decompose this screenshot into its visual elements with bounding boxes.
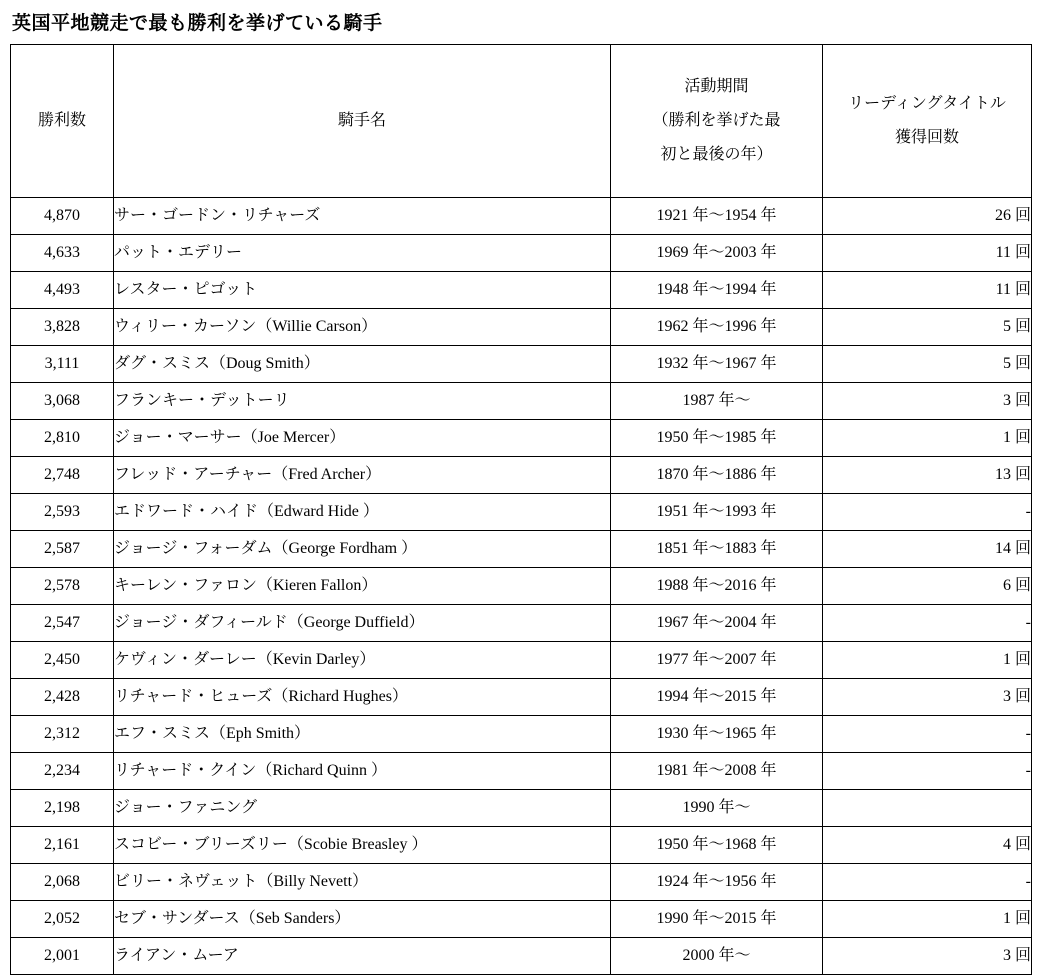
cell-jockey-name: ダグ・スミス（Doug Smith） [114,346,611,383]
cell-jockey-name: ジョー・ファニング [114,790,611,827]
cell-wins: 3,828 [11,309,114,346]
table-body [11,198,1032,975]
cell-jockey-name: セブ・サンダース（Seb Sanders） [114,901,611,938]
cell-wins: 3,068 [11,383,114,420]
column-header-period-line3: 初と最後の年） [660,146,773,163]
cell-leading-titles: 11 回 [823,235,1032,272]
column-header-period [611,45,823,198]
table-row [11,605,1032,642]
table-row [11,790,1032,827]
cell-active-period: 1977 年〜2007 年 [611,642,823,679]
cell-leading-titles: 5 回 [823,309,1032,346]
table-row [11,420,1032,457]
cell-active-period: 1988 年〜2016 年 [611,568,823,605]
cell-wins: 2,578 [11,568,114,605]
cell-jockey-name: ジョー・マーサー（Joe Mercer） [114,420,611,457]
cell-wins: 2,593 [11,494,114,531]
cell-wins: 2,587 [11,531,114,568]
cell-jockey-name: ライアン・ムーア [114,938,611,975]
table-row [11,642,1032,679]
cell-wins: 2,068 [11,864,114,901]
cell-leading-titles: 5 回 [823,346,1032,383]
cell-active-period: 1990 年〜2015 年 [611,901,823,938]
cell-leading-titles: - [823,716,1032,753]
table-row [11,457,1032,494]
cell-active-period: 2000 年〜 [611,938,823,975]
cell-leading-titles: - [823,605,1032,642]
cell-jockey-name: フレッド・アーチャー（Fred Archer） [114,457,611,494]
cell-active-period: 1930 年〜1965 年 [611,716,823,753]
cell-leading-titles: 11 回 [823,272,1032,309]
table-row [11,753,1032,790]
page-title: 英国平地競走で最も勝利を挙げている騎手 [12,13,383,34]
cell-leading-titles: 14 回 [823,531,1032,568]
cell-wins: 2,450 [11,642,114,679]
cell-jockey-name: サー・ゴードン・リチャーズ [114,198,611,235]
cell-wins: 2,161 [11,827,114,864]
cell-wins: 3,111 [11,346,114,383]
cell-jockey-name: パット・エデリー [114,235,611,272]
cell-wins: 2,810 [11,420,114,457]
cell-active-period: 1981 年〜2008 年 [611,753,823,790]
cell-leading-titles: 3 回 [823,679,1032,716]
cell-leading-titles: 1 回 [823,642,1032,679]
cell-leading-titles: 13 回 [823,457,1032,494]
cell-wins: 4,633 [11,235,114,272]
cell-wins: 2,428 [11,679,114,716]
cell-leading-titles: - [823,864,1032,901]
cell-wins: 2,748 [11,457,114,494]
cell-active-period: 1948 年〜1994 年 [611,272,823,309]
cell-wins: 2,001 [11,938,114,975]
table-row [11,901,1032,938]
table-row [11,531,1032,568]
cell-jockey-name: キーレン・ファロン（Kieren Fallon） [114,568,611,605]
table-header-row [11,45,1032,198]
cell-jockey-name: ジョージ・フォーダム（George Fordham ） [114,531,611,568]
cell-leading-titles: 3 回 [823,938,1032,975]
cell-jockey-name: ジョージ・ダフィールド（George Duffield） [114,605,611,642]
cell-jockey-name: レスター・ピゴット [114,272,611,309]
cell-active-period: 1967 年〜2004 年 [611,605,823,642]
cell-active-period: 1962 年〜1996 年 [611,309,823,346]
cell-wins: 2,052 [11,901,114,938]
cell-leading-titles: 6 回 [823,568,1032,605]
table-row [11,568,1032,605]
column-header-period-line1: 活動期間 [684,78,749,95]
cell-active-period: 1870 年〜1886 年 [611,457,823,494]
cell-leading-titles: 1 回 [823,901,1032,938]
table-row [11,827,1032,864]
cell-jockey-name: フランキー・デットーリ [114,383,611,420]
column-header-period-line2: （勝利を挙げた最 [652,112,781,129]
cell-jockey-name: ビリー・ネヴェット（Billy Nevett） [114,864,611,901]
cell-wins: 2,198 [11,790,114,827]
cell-jockey-name: ウィリー・カーソン（Willie Carson） [114,309,611,346]
table-row [11,864,1032,901]
cell-leading-titles: 4 回 [823,827,1032,864]
cell-jockey-name: ケヴィン・ダーレー（Kevin Darley） [114,642,611,679]
cell-wins: 4,493 [11,272,114,309]
cell-leading-titles: 26 回 [823,198,1032,235]
cell-wins: 4,870 [11,198,114,235]
cell-leading-titles: 1 回 [823,420,1032,457]
table-header [11,45,1032,198]
cell-jockey-name: エフ・スミス（Eph Smith） [114,716,611,753]
table-row [11,938,1032,975]
column-header-titles [823,45,1032,198]
table-row [11,272,1032,309]
cell-wins: 2,547 [11,605,114,642]
table-row [11,716,1032,753]
cell-leading-titles: 3 回 [823,383,1032,420]
cell-active-period: 1921 年〜1954 年 [611,198,823,235]
cell-jockey-name: リチャード・ヒューズ（Richard Hughes） [114,679,611,716]
cell-leading-titles [823,790,1032,827]
cell-active-period: 1932 年〜1967 年 [611,346,823,383]
table-row [11,309,1032,346]
column-header-titles-line1: リーディングタイトル [848,95,1006,112]
cell-leading-titles: - [823,753,1032,790]
table-row [11,494,1032,531]
cell-active-period: 1851 年〜1883 年 [611,531,823,568]
jockey-wins-table [10,44,1032,975]
column-header-name-label: 騎手名 [337,112,386,129]
table-row [11,346,1032,383]
table-row [11,679,1032,716]
column-header-titles-line2: 獲得回数 [894,129,959,146]
cell-jockey-name: リチャード・クイン（Richard Quinn ） [114,753,611,790]
cell-active-period: 1951 年〜1993 年 [611,494,823,531]
cell-wins: 2,312 [11,716,114,753]
cell-active-period: 1950 年〜1968 年 [611,827,823,864]
cell-leading-titles: - [823,494,1032,531]
cell-wins: 2,234 [11,753,114,790]
cell-active-period: 1950 年〜1985 年 [611,420,823,457]
table-row [11,383,1032,420]
cell-active-period: 1990 年〜 [611,790,823,827]
cell-active-period: 1987 年〜 [611,383,823,420]
column-header-wins [11,45,114,198]
table-row [11,198,1032,235]
column-header-wins-label: 勝利数 [37,112,86,129]
cell-jockey-name: エドワード・ハイド（Edward Hide ） [114,494,611,531]
cell-active-period: 1994 年〜2015 年 [611,679,823,716]
column-header-name [114,45,611,198]
cell-active-period: 1924 年〜1956 年 [611,864,823,901]
table-row [11,235,1032,272]
cell-active-period: 1969 年〜2003 年 [611,235,823,272]
cell-jockey-name: スコビー・ブリーズリー（Scobie Breasley ） [114,827,611,864]
